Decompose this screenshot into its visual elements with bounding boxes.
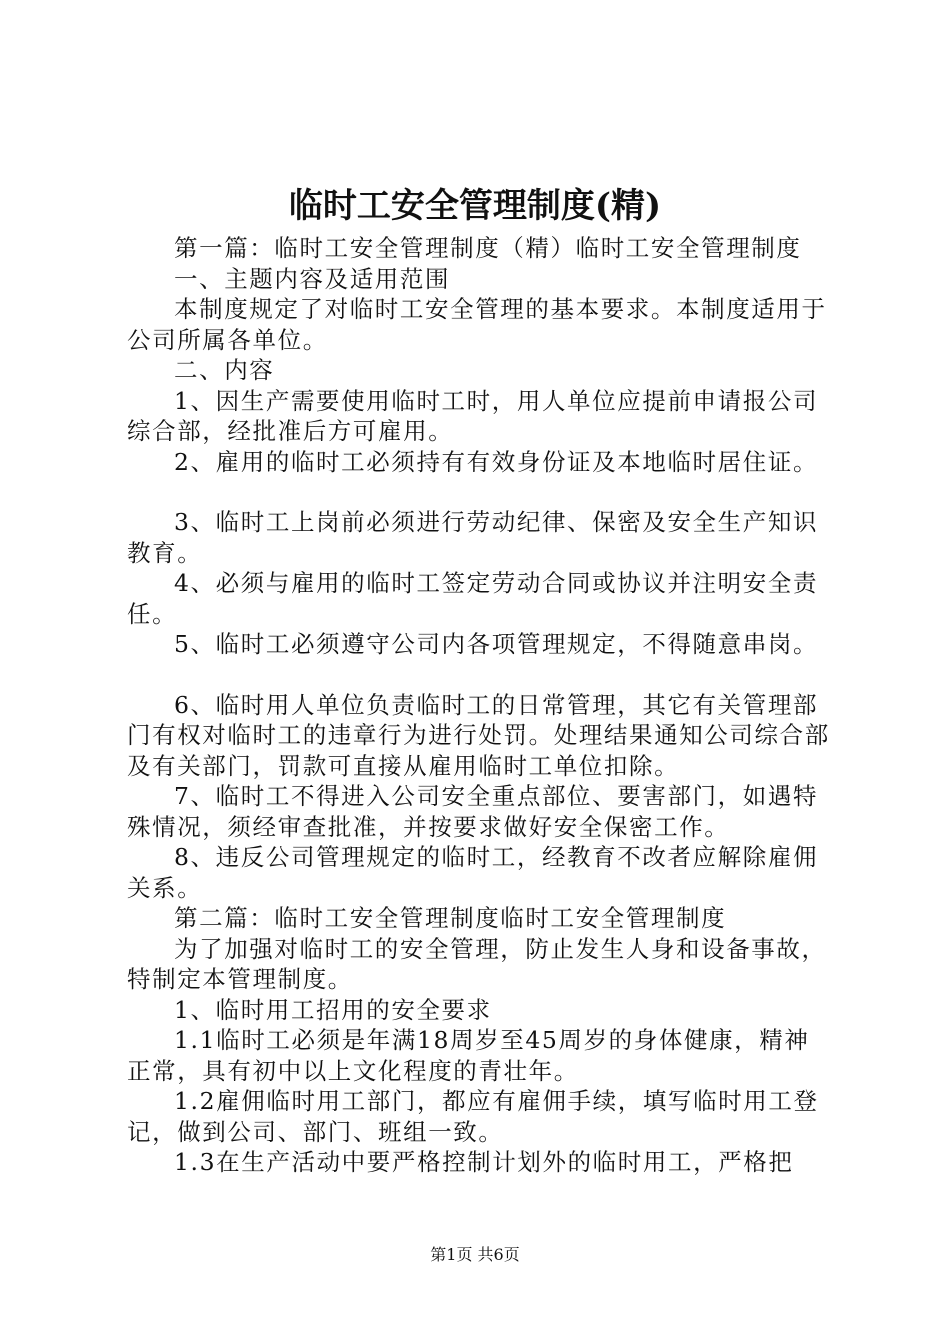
paragraph-9: 5、临时工必须遵守公司内各项管理规定，不得随意串岗。 (174, 630, 819, 658)
document-body (127, 233, 832, 1178)
paragraph-7: 3、临时工上岗前必须进行劳动纪律、保密及安全生产知识教育。 (127, 508, 819, 567)
paragraph-13: 第二篇：临时工安全管理制度临时工安全管理制度 (174, 904, 727, 932)
paragraph-17: 1.2雇佣临时用工部门，都应有雇佣手续，填写临时用工登记，做到公司、部门、班组一致。 (127, 1087, 819, 1146)
paragraph-1: 第一篇：临时工安全管理制度（精）临时工安全管理制度 (174, 234, 802, 262)
paragraph-18: 1.3在生产活动中要严格控制计划外的临时用工，严格把 (174, 1148, 794, 1176)
paragraph-5: 1、因生产需要使用临时工时，用人单位应提前申请报公司综合部，经批准后方可雇用。 (127, 386, 819, 445)
page-footer: 第1页 共6页 (430, 1245, 520, 1264)
paragraph-8: 4、必须与雇用的临时工签定劳动合同或协议并注明安全责任。 (127, 569, 819, 628)
paragraph-16: 1.1临时工必须是年满18周岁至45周岁的身体健康，精神正常，具有初中以上文化程度的青壮年。 (127, 1026, 810, 1085)
document-title: 临时工安全管理制度(精) (288, 186, 662, 226)
paragraph-6: 2、雇用的临时工必须持有有效身份证及本地临时居住证。 (174, 447, 819, 476)
paragraph-4: 二、内容 (174, 356, 275, 384)
paragraph-14: 为了加强对临时工的安全管理，防止发生人身和设备事故，特制定本管理制度。 (127, 934, 827, 993)
paragraph-3: 本制度规定了对临时工安全管理的基本要求。本制度适用于公司所属各单位。 (127, 295, 827, 354)
paragraph-10: 6、临时用人单位负责临时工的日常管理，其它有关管理部门有权对临时工的违章行为进行处罚。处理结果通知公司综合部及有关部门，罚款可直接从雇用临时工单位扣除。 (127, 690, 830, 780)
paragraph-2: 一、主题内容及适用范围 (174, 264, 451, 293)
paragraph-12: 8、违反公司管理规定的临时工，经教育不改者应解除雇佣关系。 (127, 843, 819, 902)
paragraph-15: 1、临时用工招用的安全要求 (174, 995, 492, 1024)
paragraph-11: 7、临时工不得进入公司安全重点部位、要害部门，如遇特殊情况，须经审查批准，并按要求做好安全保密工作。 (127, 782, 819, 841)
